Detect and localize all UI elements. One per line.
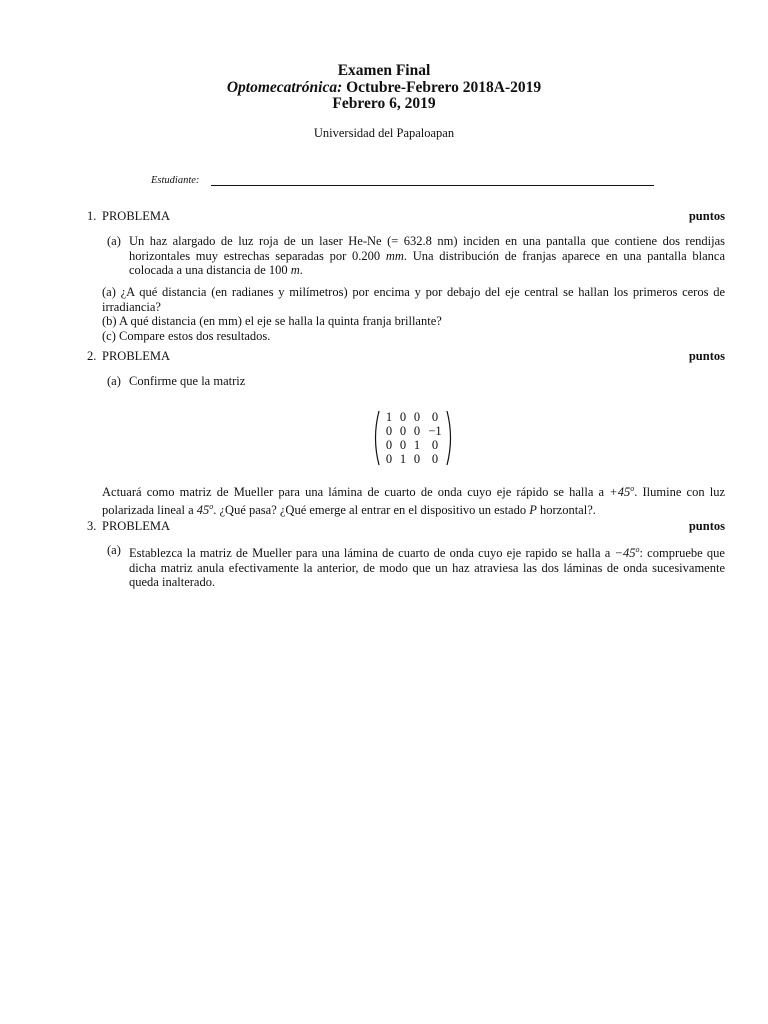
question-c: (c) Compare estos dos resultados. (102, 328, 271, 343)
problem-2-heading (87, 349, 725, 365)
problem-title: PROBLEMA (102, 349, 171, 363)
matrix-cell: 0 (431, 452, 439, 466)
problem-title: PROBLEMA (102, 519, 171, 533)
matrix-cell: 1 (413, 438, 421, 452)
matrix-cell: 0 (385, 438, 393, 452)
problem-3-heading (87, 519, 725, 535)
matrix-cell: 0 (413, 452, 421, 466)
item-label: (a) (107, 234, 121, 248)
course-name: Optomecatrónica: (226, 79, 343, 96)
matrix-cell: 1 (399, 452, 407, 466)
problem-2-text: Actuará como matriz de Mueller para una lámina de cuarto de onda cuyo eje rápido se halla $a +45^o$. Ilumine con luz polarizada lineal a 45$^o$. ¿Qué pasa? ¿Qué emerge al entrar en el dispositivo un estado P horzontal?. (102, 484, 726, 517)
matrix-cell: −1 (428, 424, 442, 438)
exam-date: Febrero 6, 2019 (332, 95, 436, 112)
problem-1-questions (102, 285, 725, 343)
matrix-cell: 1 (385, 410, 393, 424)
matrix-cell: 0 (399, 410, 407, 424)
matrix-cell: 0 (385, 424, 393, 438)
item-label: (a) (107, 374, 121, 388)
problem-points: puntos (688, 349, 725, 363)
problem-points: puntos (688, 209, 725, 223)
item-text: Establezca la matriz de Mueller para una lámina de cuarto de onda cuyo eje rapido se halla $a -45^o$: compruebe que dicha matriz anula efectivamente la anterior, de modo que un haz atraviesa las dos láminas de onda sucesivamente queda inalterado. (129, 545, 725, 590)
matrix-cell: 0 (399, 438, 407, 452)
matrix-cell: 0 (431, 438, 439, 452)
question-a: (a) ¿A qué distancia (en radianes y milímetros) por encima y por debajo del eje central se hallan los primeros ceros de irradiancia? (102, 285, 725, 314)
problem-points: puntos (688, 519, 725, 533)
student-name-field[interactable] (211, 185, 654, 186)
problem-number: 2. (87, 349, 97, 363)
mueller-matrix (371, 410, 455, 466)
student-label: Estudiante: (151, 175, 200, 186)
item-label: (a) (107, 543, 121, 557)
problem-3-item-a (107, 543, 725, 590)
matrix-cell: 0 (399, 424, 407, 438)
item-text: Confirme que la matriz (129, 374, 246, 388)
question-b: (b) A qué distancia (en mm) el eje se halla la quinta franja brillante? (102, 314, 442, 328)
exam-title: Examen Final (337, 62, 431, 79)
university-name: Universidad del Papaloapan (313, 126, 455, 140)
matrix-cell: 0 (413, 424, 421, 438)
item-text: Un haz alargado de luz roja de un laser He-Ne (= 632.8 nm) inciden en una pantalla que contiene dos rendijas horizontales muy estrechas separadas por 0.200 mm. Una distribución de franjas aparece en una pantalla blanca colocada a una distancia de 100 m. (129, 234, 725, 277)
course-line (0, 80, 768, 96)
matrix-cell: 0 (431, 410, 439, 424)
problem-number: 1. (87, 209, 97, 223)
matrix-cell: 0 (385, 452, 393, 466)
course-period: Octubre-Febrero 2018A-2019 (342, 79, 542, 96)
matrix-cell: 0 (413, 410, 421, 424)
problem-1-item-a (107, 234, 725, 278)
problem-number: 3. (87, 519, 97, 533)
problem-1-heading (87, 209, 725, 225)
problem-title: PROBLEMA (102, 209, 171, 223)
problem-2-item-a (107, 374, 725, 389)
